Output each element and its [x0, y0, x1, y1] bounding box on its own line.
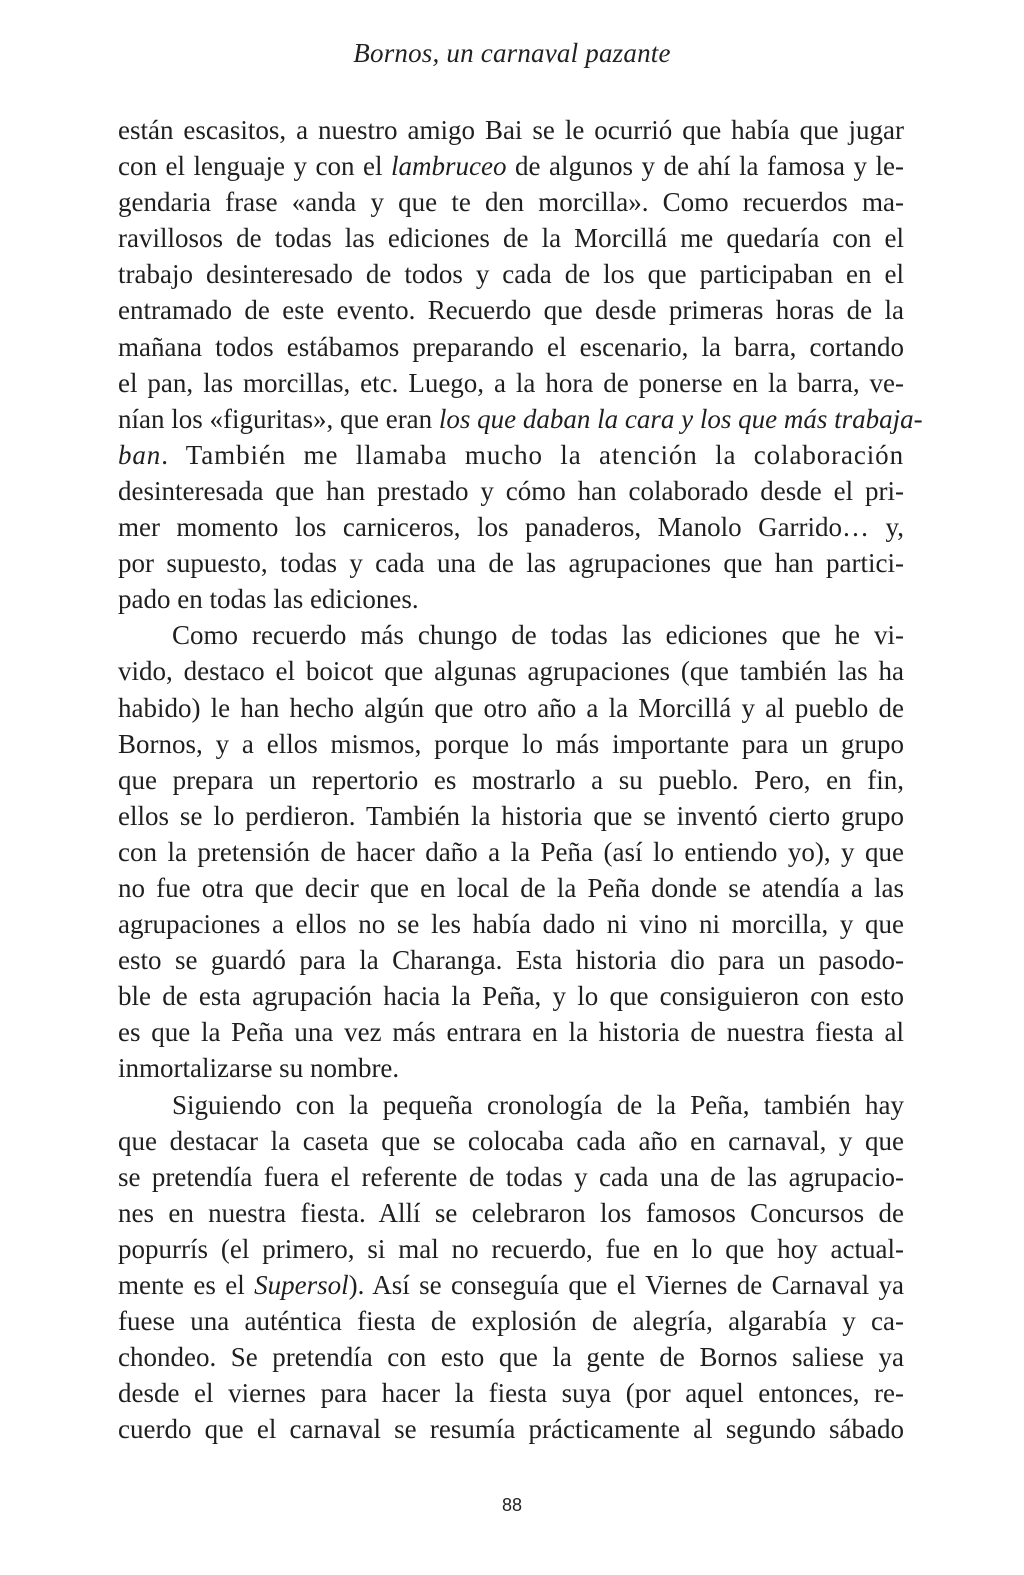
text-line: están escasitos, a nuestro amigo Bai se le ocurrió que había que jugar [118, 115, 904, 145]
text-line: por supuesto, todas y cada una de las agrupaciones que han partici- [118, 548, 904, 579]
text-line: que destacar la caseta que se colocaba cada año en carnaval, y que [118, 1125, 904, 1156]
italic-phrase: ban [118, 439, 162, 470]
text-line: que prepara un repertorio es mostrarlo a su pueblo. Pero, en fin, [118, 764, 904, 795]
text-run: de algunos y de ahí la famosa y le- [506, 151, 904, 182]
text-line: nes en nuestra fiesta. Allí se celebraron los famosos Concursos de [118, 1197, 904, 1228]
text-line: se pretendía fuera el referente de todas y cada una de las agrupacio- [118, 1161, 904, 1192]
text-line: agrupaciones a ellos no se les había dado ni vino ni morcilla, y que [118, 909, 904, 940]
text-line: mañana todos estábamos preparando el escenario, la barra, cortando [118, 331, 904, 362]
text-block [118, 112, 923, 1447]
text-line: mer momento los carniceros, los panaderos, Manolo Garrido… y, [118, 512, 904, 543]
text-line: popurrís (el primero, si mal no recuerdo, fue en lo que hoy actual- [118, 1233, 904, 1264]
text-line: el pan, las morcillas, etc. Luego, a la hora de ponerse en la barra, ve- [118, 367, 904, 398]
text-line: chondeo. Se pretendía con esto que la gente de Bornos saliese ya [118, 1342, 904, 1373]
text-run: ). Así se conseguía que el Viernes de Carnaval ya [348, 1270, 904, 1300]
text-line: cuerdo que el carnaval se resumía prácticamente al segundo sábado [118, 1414, 904, 1445]
text-run: con el lenguaje y con el [118, 151, 391, 182]
text-line: es que la Peña una vez más entrara en la historia de nuestra fiesta al [118, 1017, 904, 1048]
text-line: entramado de este evento. Recuerdo que desde primeras horas de la [118, 295, 904, 326]
text-line: gendaria frase «anda y que te den morcilla». Como recuerdos ma- [118, 187, 904, 218]
text-line: ble de esta agrupación hacia la Peña, y lo que consiguieron con esto [118, 981, 904, 1012]
text-line: esto se guardó para la Charanga. Esta historia dio para un pasodo- [118, 945, 904, 976]
text-line: ravillosos de todas las ediciones de la Morcillá me quedaría con el [118, 223, 904, 254]
paragraph-3 [118, 1087, 904, 1448]
text-line: no fue otra que decir que en local de la Peña donde se atendía a las [118, 872, 904, 903]
text-line: desinteresada que han prestado y cómo han colaborado desde el pri- [118, 475, 904, 506]
text-run: mente es el [118, 1270, 255, 1300]
running-header: Bornos, un carnaval pazante [353, 38, 671, 68]
text-line: Bornos, y a ellos mismos, porque lo más importante para un grupo [118, 728, 904, 759]
text-line: con la pretensión de hacer daño a la Peña (así lo entiendo yo), y que [118, 836, 904, 867]
italic-term: Supersol [254, 1270, 349, 1300]
text-line [118, 1267, 904, 1303]
page-number: 88 [501, 1495, 523, 1515]
text-run: . También me llamaba mucho la atención la colaboración [161, 439, 904, 470]
text-line: pado en todas las ediciones. [118, 584, 419, 615]
text-line: ellos se lo perdieron. También la historia que se inventó cierto grupo [118, 800, 904, 831]
italic-term: lambruceo [390, 151, 507, 182]
text-line [118, 148, 904, 184]
text-line: inmortalizarse su nombre. [118, 1053, 400, 1084]
text-line: vido, destaco el boicot que algunas agrupaciones (que también las ha [118, 656, 904, 687]
text-line: habido) le han hecho algún que otro año a la Morcillá y al pueblo de [118, 692, 904, 723]
paragraph-2 [118, 617, 904, 1086]
text-line: Como recuerdo más chungo de todas las ediciones que he vi- [172, 620, 904, 651]
text-line: fuese una auténtica fiesta de explosión de alegría, algarabía y ca- [118, 1306, 904, 1337]
text-line: Siguiendo con la pequeña cronología de la Peña, también hay [172, 1089, 904, 1120]
text-line: desde el viernes para hacer la fiesta suya (por aquel entonces, re- [118, 1378, 904, 1409]
text-run: nían los «figuritas», que eran [118, 403, 439, 434]
paragraph-1 [118, 112, 923, 617]
text-line [118, 437, 904, 473]
text-line [118, 401, 923, 437]
text-line: trabajo desinteresado de todos y cada de los que participaban en el [118, 259, 904, 290]
italic-phrase: los que daban la cara y los que más trabaja- [438, 403, 923, 434]
